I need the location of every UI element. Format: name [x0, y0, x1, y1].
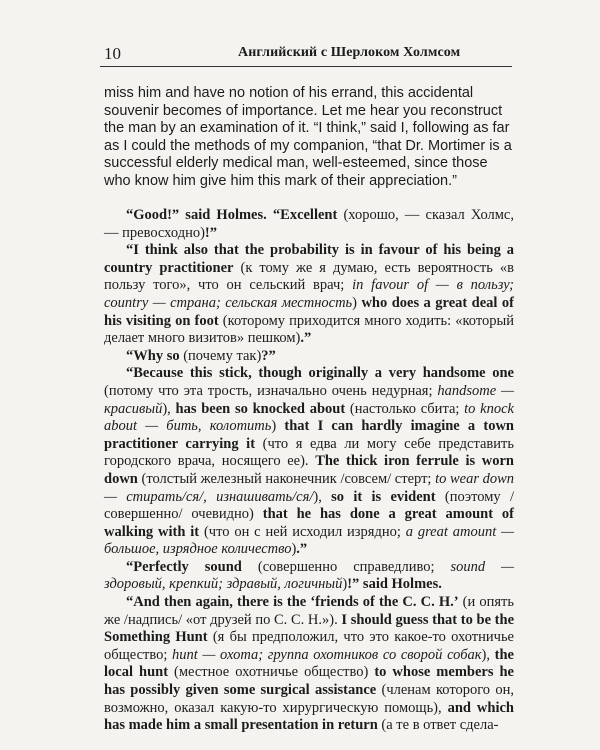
text-span: to whose members he has possibly given some surgical assistance [104, 664, 514, 699]
paragraph-stick [104, 365, 514, 559]
header-rule [100, 66, 512, 67]
text-span: to knock about — бить, колотить [104, 400, 514, 435]
text-span: a great amount — большое, изрядное количество [104, 523, 514, 558]
text-span: to wear down — стирать/ся/, изнашивать/ся/ [104, 470, 515, 505]
paragraph-perfectly-sound [104, 559, 514, 594]
bilingual-text [104, 207, 514, 735]
paragraph-country-practitioner [104, 242, 514, 348]
text-span: ) [352, 294, 362, 311]
page-number: 10 [104, 44, 121, 63]
english-paragraph: miss him and have no notion of his errand, this accidental souvenir becomes of importance. Let me hear you reconstruct the man by an examination of it. “I think,” said I, following as far as I could the methods of my companion, “that Dr. Mortimer is a successful elderly medical man, well-esteemed, since those who know him give him this mark of their appreciation.” [104, 85, 512, 189]
text-span: (потому что эта трость, изначально очень недурная; [104, 382, 438, 399]
text-span: (членам которого он, возможно, оказал какую-то хирургическую помощь), [104, 682, 514, 716]
text-span: so it is evident [331, 488, 436, 505]
text-span: ?” [261, 347, 276, 364]
text-span: (и опять же /надпись/ «от друзей по С. С. Н.»). [104, 594, 515, 628]
text-span: ) [271, 418, 285, 435]
running-title: Английский с Шерлоком Холмсом [238, 45, 461, 60]
text-span: (которому приходится много ходить: «который делает много визитов» пешком) [104, 312, 514, 347]
text-span: (совершенно справедливо; [241, 558, 451, 575]
text-span: The thick iron ferrule is worn down [104, 453, 514, 487]
text-span: ) [291, 541, 297, 558]
text-span: “And then again, there is the ‘friends of the C. C. H.’ [126, 594, 459, 611]
text-span: “Good!” said Holmes. “Excellent [126, 207, 338, 223]
text-span: .” [300, 330, 312, 347]
text-span: (я бы предположил, что это какое-то охотничье общество; [104, 629, 514, 663]
text-span: “Perfectly sound [126, 558, 242, 575]
text-span: ), [162, 400, 176, 417]
page-header [100, 42, 510, 68]
text-span: “I think also that the probability is in favour of his being a country practitioner [104, 242, 514, 276]
paragraph-good [104, 207, 514, 242]
text-span: (к тому же я думаю, есть вероятность «в пользу того», что он сельский врач; [104, 259, 514, 294]
text-span: (настолько сбита; [345, 400, 465, 417]
text-span: ), [481, 646, 495, 663]
text-span: .” [296, 541, 308, 558]
text-span: has been so knocked about [175, 400, 346, 417]
text-span: the local hunt [104, 646, 514, 681]
text-span: in favour of — в пользу; country — страна; сельская местность [104, 277, 514, 311]
text-span: “Why so [126, 347, 180, 364]
text-span: that he has done a great amount of walking with it [104, 506, 514, 540]
text-span: (почему так) [179, 347, 262, 364]
text-span: hunt — охота; группа охотников со сворой собак [172, 646, 482, 663]
text-span: !” said Holmes. [347, 576, 442, 593]
text-span: handsome — красивый [104, 382, 514, 417]
text-span: (что он с ней исходил изрядно; [199, 523, 406, 540]
text-span: (а те в ответ сдела- [377, 717, 499, 734]
text-span: !” [204, 224, 218, 241]
text-span: ), [313, 488, 332, 505]
text-span: (толстый железный наконечник /совсем/ стерт; [137, 470, 436, 487]
paragraph-why-so [104, 348, 514, 366]
text-span: (поэтому /совершенно/ очевидно) [104, 488, 514, 523]
text-span: (местное охотничье общество) [168, 664, 375, 681]
text-span: (хорошо, — сказал Холмс, — превосходно) [104, 207, 514, 241]
text-span: that I can hardly imagine a town practitioner carrying it [104, 418, 514, 452]
text-span: ) [342, 576, 348, 593]
paragraph-cch [104, 594, 514, 735]
text-span: and which has made him a small presentation in return [104, 699, 514, 734]
text-span: I should guess that to be the Something Hunt [104, 611, 515, 646]
text-span: sound — здоровый, крепкий; здравый, логичный [104, 558, 514, 593]
text-span: (что я едва ли могу себе представить городского врача, носящего ее). [104, 435, 514, 470]
text-span: “Because this stick, though originally a very handsome one [126, 365, 514, 382]
text-span: who does a great deal of his visiting on foot [104, 294, 514, 329]
